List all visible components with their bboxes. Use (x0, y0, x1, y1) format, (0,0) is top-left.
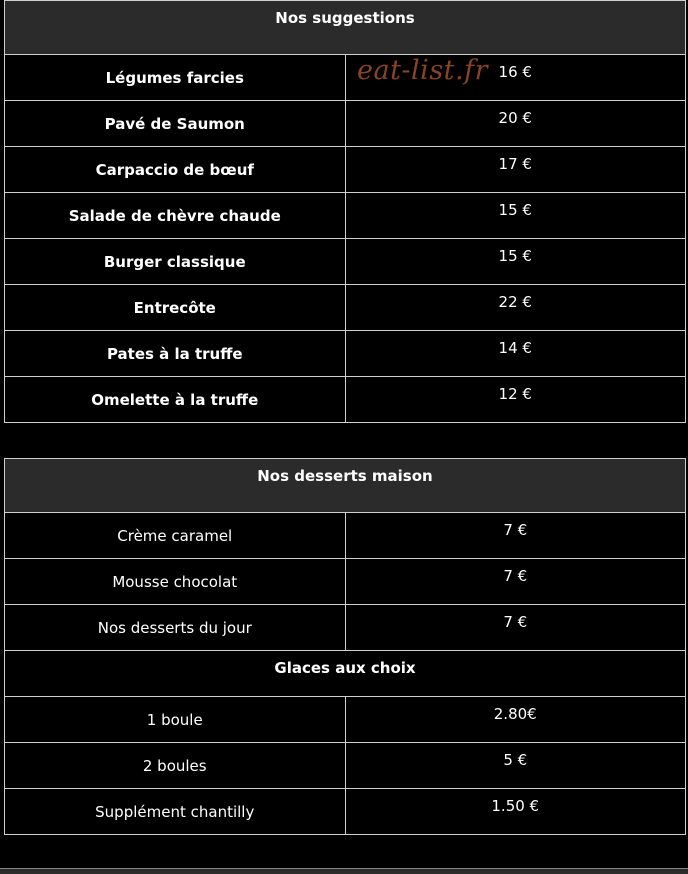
table-row (5, 101, 686, 147)
dish-name: Pates à la truffe (5, 331, 346, 377)
table-row (5, 55, 686, 101)
dessert-name: Crème caramel (5, 513, 346, 559)
dish-name: Entrecôte (5, 285, 346, 331)
table-row (5, 377, 686, 423)
table-row (5, 147, 686, 193)
table-row (5, 239, 686, 285)
next-table-edge (0, 868, 688, 874)
glace-name: 1 boule (5, 697, 346, 743)
table-row (5, 789, 686, 835)
dish-name: Légumes farcies (5, 55, 346, 101)
table-row (5, 285, 686, 331)
dessert-price: 7 € (345, 605, 686, 651)
dish-name: Salade de chèvre chaude (5, 193, 346, 239)
table-row (5, 743, 686, 789)
table-row (5, 193, 686, 239)
dessert-name: Nos desserts du jour (5, 605, 346, 651)
dish-price: 15 € (345, 193, 686, 239)
desserts-title: Nos desserts maison (5, 459, 686, 513)
desserts-table (4, 458, 686, 835)
glace-name: 2 boules (5, 743, 346, 789)
dessert-name: Mousse chocolat (5, 559, 346, 605)
glace-name: Supplément chantilly (5, 789, 346, 835)
dessert-price: 7 € (345, 559, 686, 605)
dessert-price: 7 € (345, 513, 686, 559)
table-row (5, 513, 686, 559)
suggestions-title: Nos suggestions (5, 1, 686, 55)
dish-name: Burger classique (5, 239, 346, 285)
watermark-logo: eat-list.fr (357, 55, 489, 86)
dish-price: 12 € (345, 377, 686, 423)
glaces-title: Glaces aux choix (5, 651, 686, 697)
table-row (5, 697, 686, 743)
dish-price: 16 € (345, 55, 686, 101)
dish-price: 14 € (345, 331, 686, 377)
table-row (5, 559, 686, 605)
dish-name: Carpaccio de bœuf (5, 147, 346, 193)
suggestions-table (4, 0, 686, 423)
dish-price: 15 € (345, 239, 686, 285)
dish-price: 22 € (345, 285, 686, 331)
glace-price: 5 € (345, 743, 686, 789)
glace-price: 1.50 € (345, 789, 686, 835)
dish-name: Pavé de Saumon (5, 101, 346, 147)
dish-price: 20 € (345, 101, 686, 147)
dish-name: Omelette à la truffe (5, 377, 346, 423)
table-row (5, 331, 686, 377)
glace-price: 2.80€ (345, 697, 686, 743)
dish-price: 17 € (345, 147, 686, 193)
table-row (5, 605, 686, 651)
